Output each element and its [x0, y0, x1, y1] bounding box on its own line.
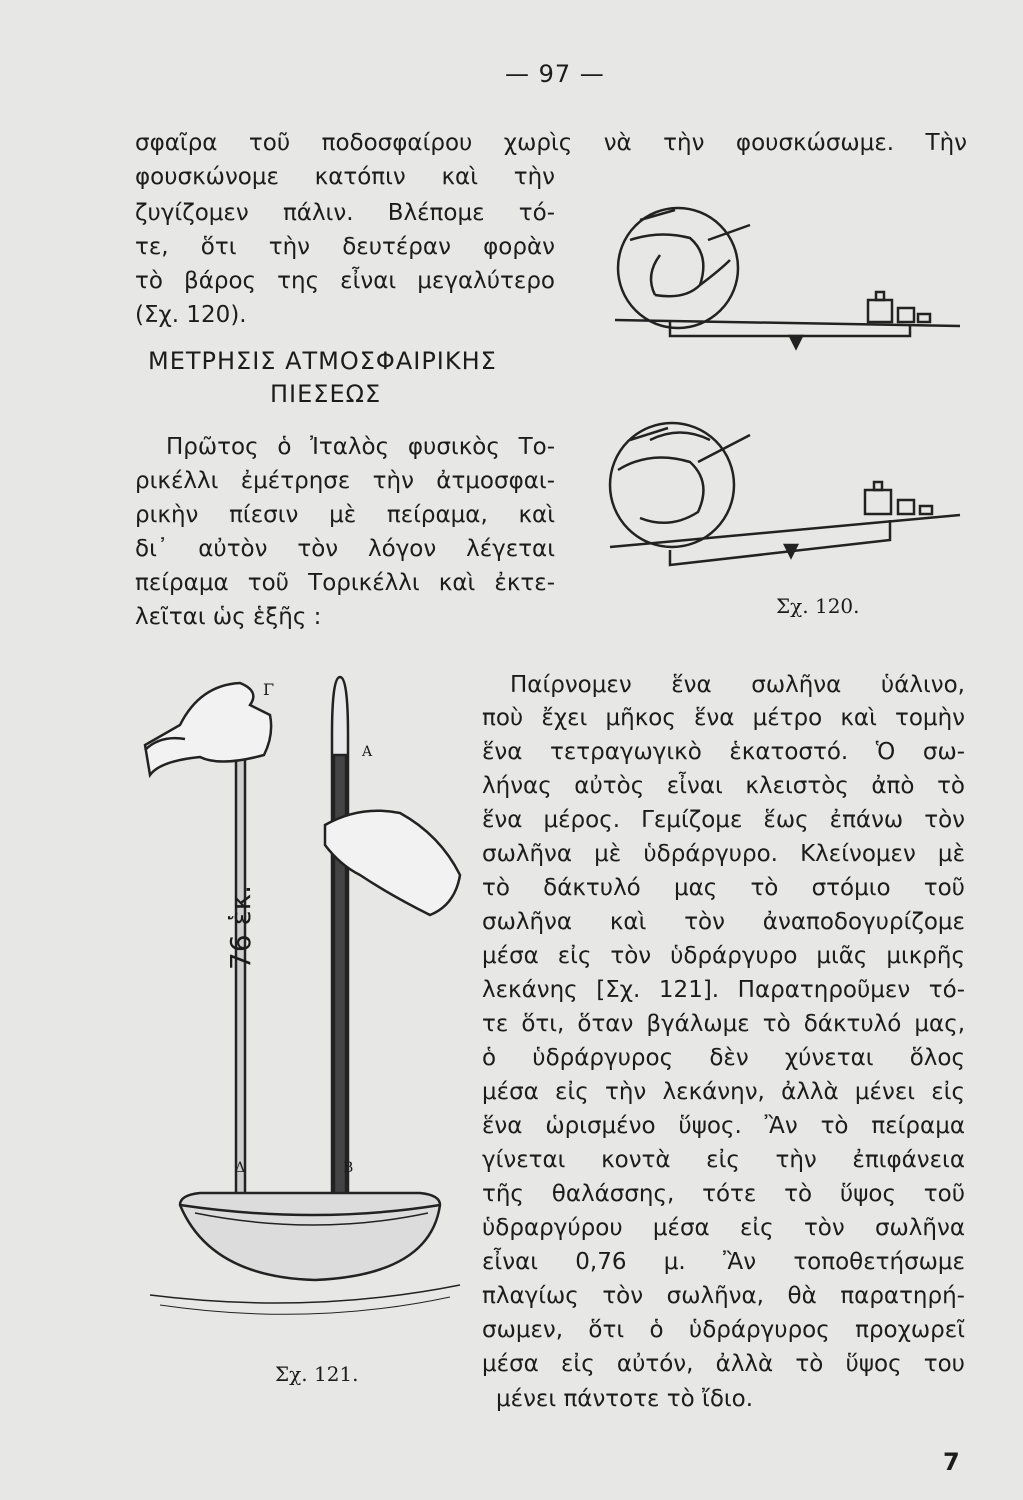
text-line: ρικὴν πίεσιν μὲ πείραμα, καὶ [135, 502, 555, 528]
text-line: ἕνα μέρος. Γεμίζομε ἕως ἐπάνω τὸν [482, 807, 965, 833]
page-number: — 97 — [505, 60, 605, 88]
text-line: τὸ δάκτυλό μας τὸ στόμιο τοῦ [482, 875, 965, 901]
text-line: ἕνα τετραγωγικὸ ἑκατοστό. Ὁ σω- [482, 739, 965, 765]
text-line: σωμεν, ὅτι ὁ ὑδράργυρος προχωρεῖ [482, 1317, 965, 1343]
text-line: ὑδραργύρου μέσα εἰς τὸν σωλῆνα [482, 1215, 965, 1241]
text-line: σωλῆνα καὶ τὸν ἀναποδογυρίζομε [482, 909, 965, 935]
text-line: σωλῆνα μὲ ὑδράργυρο. Κλείνομεν μὲ [482, 841, 965, 867]
text-line: λήνας αὐτὸς εἶναι κλειστὸς ἀπὸ τὸ [482, 773, 965, 799]
text-line: πείραμα τοῦ Τορικέλλι καὶ ἐκτε- [135, 570, 555, 596]
text-line: τε, ὅτι τὴν δευτέραν φορὰν [135, 234, 555, 260]
measure-label-76cm: 76 ἑκ. [224, 884, 257, 970]
figure-121-torricelli-illustration [140, 665, 470, 1355]
text-line: Παίρνομεν ἕνα σωλῆνα ὑάλινο, [510, 672, 965, 698]
text-line: τῆς θαλάσσης, τότε τὸ ὕψος τοῦ [482, 1181, 965, 1207]
text-line: εἶναι 0,76 μ. Ἂν τοποθετήσωμε [482, 1249, 965, 1275]
text-line: μέσα εἰς αὐτόν, ἀλλὰ τὸ ὕψος του [482, 1351, 965, 1377]
text-line: λεκάνης [Σχ. 121]. Παρατηροῦμεν τό- [482, 977, 965, 1003]
text-line: λεῖται ὡς ἑξῆς : [135, 604, 322, 630]
text-line: φουσκώνομε κατόπιν καὶ τὴν [135, 164, 555, 190]
text-line: ὁ ὑδράργυρος δὲν χύνεται ὅλος [482, 1045, 965, 1071]
text-line: μένει πάντοτε τὸ ἴδιο. [496, 1386, 754, 1412]
figure-121-caption: Σχ. 121. [275, 1362, 359, 1386]
text-line: τὸ βάρος της εἶναι μεγαλύτερο [135, 268, 555, 294]
figure-120-balance-illustration [600, 200, 970, 580]
text-line: ποὺ ἔχει μῆκος ἕνα μέτρο καὶ τομὴν [482, 705, 965, 731]
text-line: τε ὅτι, ὅταν βγάλωμε τὸ δάκτυλό μας, [482, 1011, 965, 1037]
text-line: πλαγίως τὸν σωλῆνα, θὰ παρατηρή- [482, 1283, 965, 1309]
text-line: ρικέλλι ἐμέτρησε τὴν ἀτμοσφαι- [135, 468, 555, 494]
text-line: Πρῶτος ὁ Ἰταλὸς φυσικὸς Το- [166, 434, 555, 460]
figure-120-caption: Σχ. 120. [776, 594, 860, 618]
text-line: μέσα εἰς τὴν λεκάνην, ἀλλὰ μένει εἰς [482, 1079, 965, 1105]
label-b: Β [343, 1160, 354, 1176]
section-heading-line-1: ΜΕΤΡΗΣΙΣ ΑΤΜΟΣΦΑΙΡΙΚΗΣ [148, 347, 497, 375]
text-line: σφαῖρα τοῦ ποδοσφαίρου χωρὶς νὰ τὴν φουσκώσωμε. Τὴν [135, 130, 967, 156]
text-line: ἕνα ὡρισμένο ὕψος. Ἂν τὸ πείραμα [482, 1113, 965, 1139]
folio-number: 7 [943, 1448, 960, 1476]
text-line: γίνεται κοντὰ εἰς τὴν ἐπιφάνεια [482, 1147, 965, 1173]
text-line: δι᾽ αὐτὸν τὸν λόγον λέγεται [135, 536, 555, 562]
label-gamma: Γ [263, 680, 275, 699]
text-line: ζυγίζομεν πάλιν. Βλέπομε τό- [135, 200, 555, 226]
section-heading-line-2: ΠΙΕΣΕΩΣ [270, 380, 382, 408]
label-a: Α [362, 744, 373, 760]
text-line: μέσα εἰς τὸν ὑδράργυρο μιᾶς μικρῆς [482, 943, 965, 969]
text-line: (Σχ. 120). [135, 302, 247, 328]
label-delta: Δ [235, 1160, 246, 1176]
